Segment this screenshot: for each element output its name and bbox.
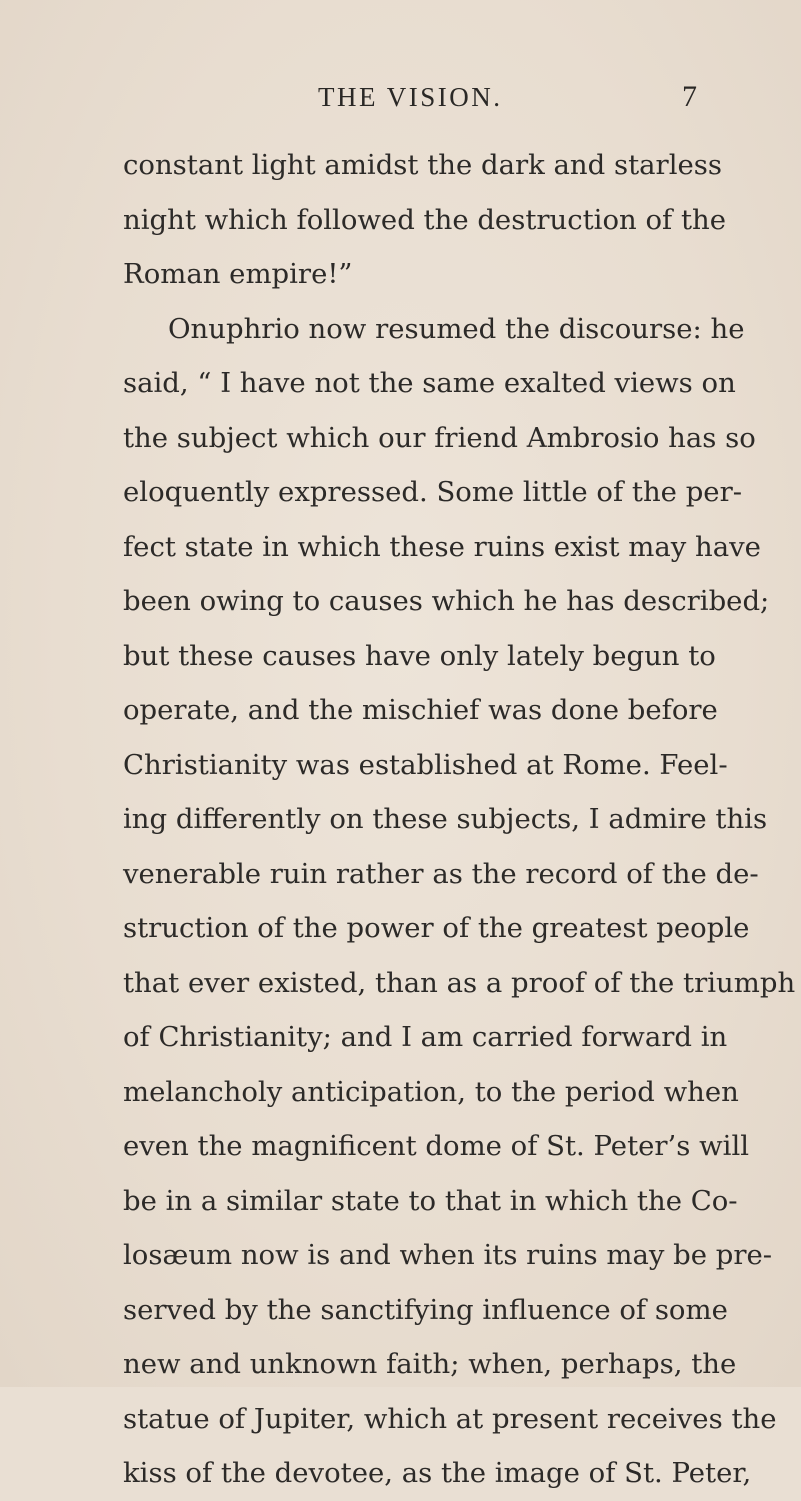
text-line: but these causes have only lately begun to: [123, 639, 716, 672]
text-line: fect state in which these ruins exist may have: [123, 530, 761, 563]
text-line: constant light amidst the dark and starless: [123, 149, 722, 181]
text-line: new and unknown faith; when, perhaps, the: [123, 1348, 737, 1380]
text-line: Christianity was established at Rome. Feel-: [123, 748, 728, 781]
running-title: THE VISION.: [318, 82, 503, 112]
text-line: Roman empire!”: [123, 258, 353, 290]
text-line: eloquently expressed. Some little of the per-: [123, 476, 743, 508]
text-line: that ever existed, than as a proof of the triumph: [123, 966, 796, 999]
body-text: [123, 138, 796, 1501]
text-line: said, “ I have not the same exalted views on: [123, 367, 736, 399]
text-line: kiss of the devotee, as the image of St. Peter,: [123, 1457, 752, 1489]
text-line: night which followed the destruction of the: [123, 203, 726, 236]
text-line: losæum now is and when its ruins may be pre-: [123, 1239, 773, 1271]
running-head: [0, 82, 801, 118]
text-line: even the magnificent dome of St. Peter’s will: [123, 1130, 750, 1162]
text-line: statue of Jupiter, which at present receives the: [123, 1402, 777, 1435]
text-line: the subject which our friend Ambrosio has so: [123, 421, 756, 454]
text-line: operate, and the mischief was done before: [123, 694, 718, 726]
text-line: been owing to causes which he has described;: [123, 585, 770, 617]
text-line: served by the sanctifying influence of some: [123, 1293, 728, 1326]
text-line: melancholy anticipation, to the period when: [123, 1075, 739, 1108]
text-line: struction of the power of the greatest people: [123, 912, 750, 944]
text-line: Onuphrio now resumed the discourse: he: [168, 312, 745, 345]
text-line: ing differently on these subjects, I admire this: [123, 803, 768, 835]
text-line: of Christianity; and I am carried forward in: [123, 1021, 728, 1053]
text-line: venerable ruin rather as the record of the de-: [123, 857, 759, 890]
page-number: 7: [682, 80, 697, 113]
text-line: be in a similar state to that in which the Co-: [123, 1184, 738, 1217]
